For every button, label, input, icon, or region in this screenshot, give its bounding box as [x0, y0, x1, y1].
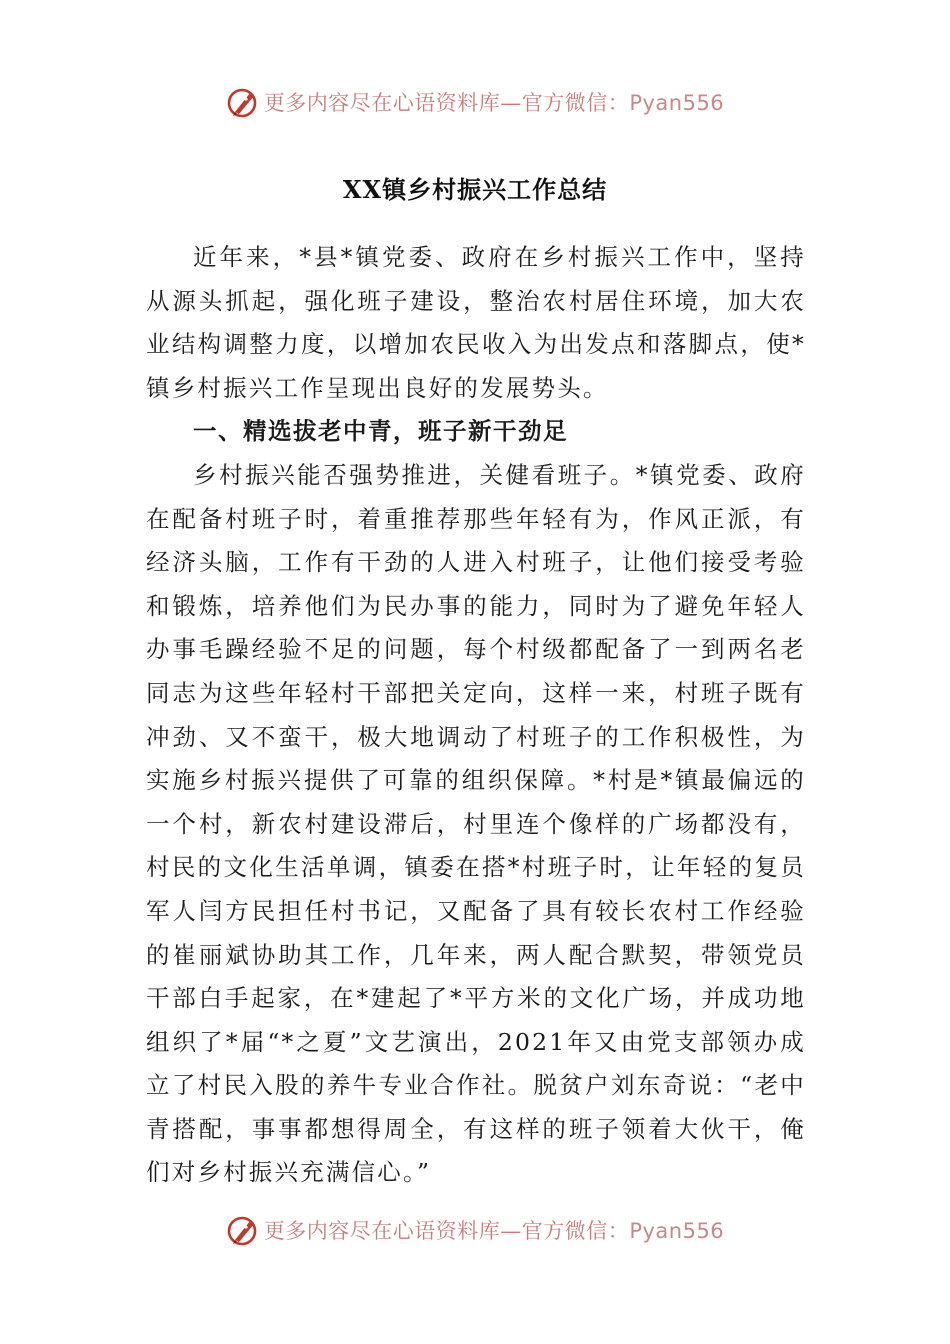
banner-site-text: 更多内容尽在心语资料库—官方微信： [263, 91, 630, 115]
intro-paragraph: 近年来，*县*镇党委、政府在乡村振兴工作中，坚持从源头抓起，强化班子建设，整治农村居住环境，加大农业结构调整力度，以增加农民收入为出发点和落脚点，使*镇乡村振兴工作呈现出良好的发展势头。 [146, 243, 806, 402]
banner-site-text: 更多内容尽在心语资料库—官方微信： [263, 1219, 630, 1243]
banner-text [264, 1215, 724, 1245]
banner-wechat-id: Pyan556 [629, 91, 725, 115]
section-paragraph: 乡村振兴能否强势推进，关健看班子。*镇党委、政府在配备村班子时，着重推荐那些年轻有为，作风正派，有经济头脑，工作有干劲的人进入村班子，让他们接受考验和锻炼，培养他们为民办事的能力，同时为了避免年轻人办事毛躁经验不足的问题，每个村级都配备了一到两名老同志为这些年轻村干部把关定向，这样一来，村班子既有冲劲、又不蛮干，极大地调动了村班子的工作积极性，为实施乡村振兴提供了可靠的组织保障。*村是*镇最偏远的一个村，新农村建设滞后，村里连个像样的广场都没有，村民的文化生活单调，镇委在搭*村班子时，让年轻的复员军人闫方民担任村书记，又配备了具有较长农村工作经验的崔丽斌协助其工作，几年来，两人配合默契，带领党员干部白手起家，在*建起了*平方米的文化广场，并成功地组织了*届“*之夏”文艺演出，2021年又由党支部领办成立了村民入股的养牛专业合作社。脱贫户刘东奇说：“老中青搭配，事事都想得周全，有这样的班子领着大伙干，俺们对乡村振兴充满信心。” [146, 460, 806, 1187]
section-heading: 一、精选拔老中青，班子新干劲足 [193, 417, 568, 446]
footer-banner [0, 1208, 950, 1252]
pen-nib-logo-icon [226, 1213, 260, 1247]
header-banner [0, 80, 950, 124]
document-title: XX镇乡村振兴工作总结 [342, 175, 608, 204]
banner-text [264, 87, 724, 117]
banner-wechat-id: Pyan556 [629, 1219, 725, 1243]
pen-nib-logo-icon [226, 85, 260, 119]
document-body [146, 236, 806, 1195]
